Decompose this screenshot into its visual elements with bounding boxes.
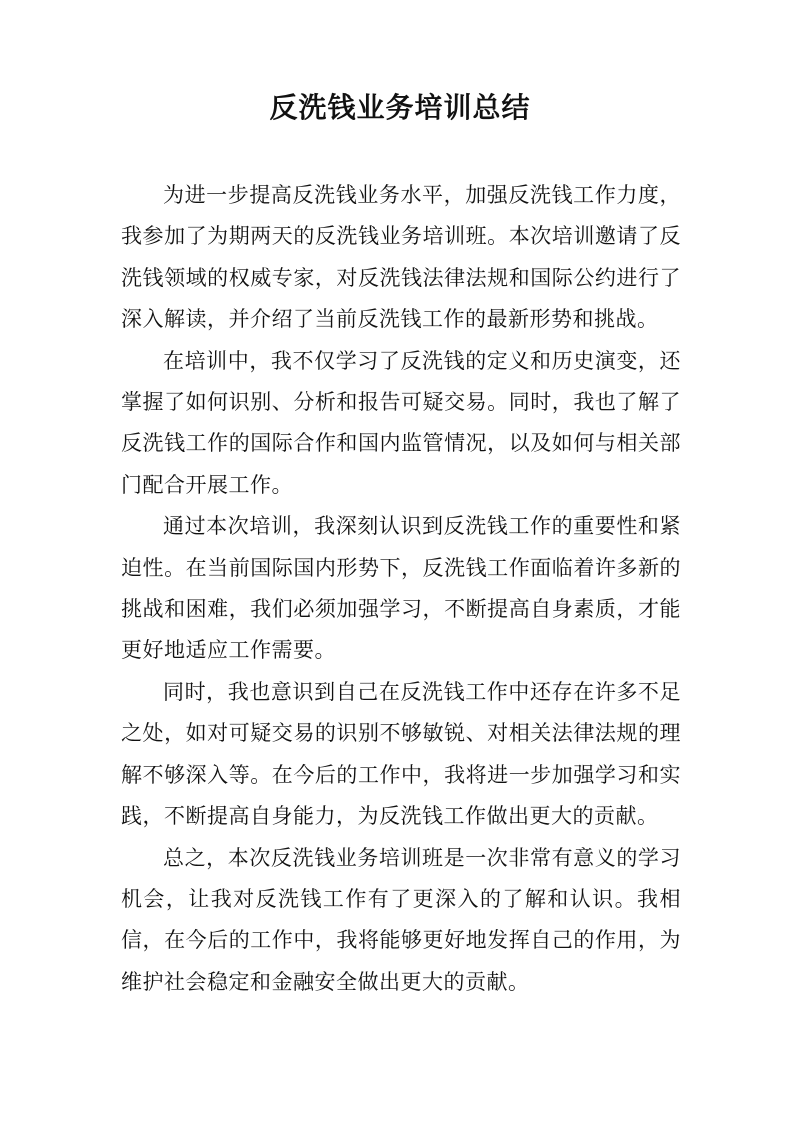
paragraph: 通过本次培训，我深刻认识到反洗钱工作的重要性和紧迫性。在当前国际国内形势下，反洗钱工作面临着许多新的挑战和困难，我们必须加强学习，不断提高自身素质，才能更好地适应工作需要。 bbox=[121, 514, 681, 663]
paragraph: 在培训中，我不仅学习了反洗钱的定义和历史演变，还掌握了如何识别、分析和报告可疑交易。同时，我也了解了反洗钱工作的国际合作和国内监管情况，以及如何与相关部门配合开展工作。 bbox=[121, 348, 681, 497]
paragraph: 总之，本次反洗钱业务培训班是一次非常有意义的学习机会，让我对反洗钱工作有了更深入的了解和认识。我相信，在今后的工作中，我将能够更好地发挥自己的作用，为维护社会稳定和金融安全做出更大的贡献。 bbox=[121, 845, 681, 994]
document-body bbox=[121, 175, 681, 1003]
paragraph: 为进一步提高反洗钱业务水平，加强反洗钱工作力度，我参加了为期两天的反洗钱业务培训班。本次培训邀请了反洗钱领域的权威专家，对反洗钱法律法规和国际公约进行了深入解读，并介绍了当前反洗钱工作的最新形势和挑战。 bbox=[121, 183, 681, 332]
paragraph: 同时，我也意识到自己在反洗钱工作中还存在许多不足之处，如对可疑交易的识别不够敏锐、对相关法律法规的理解不够深入等。在今后的工作中，我将进一步加强学习和实践，不断提高自身能力，为反洗钱工作做出更大的贡献。 bbox=[121, 679, 681, 829]
document-title: 反洗钱业务培训总结 bbox=[269, 91, 531, 124]
